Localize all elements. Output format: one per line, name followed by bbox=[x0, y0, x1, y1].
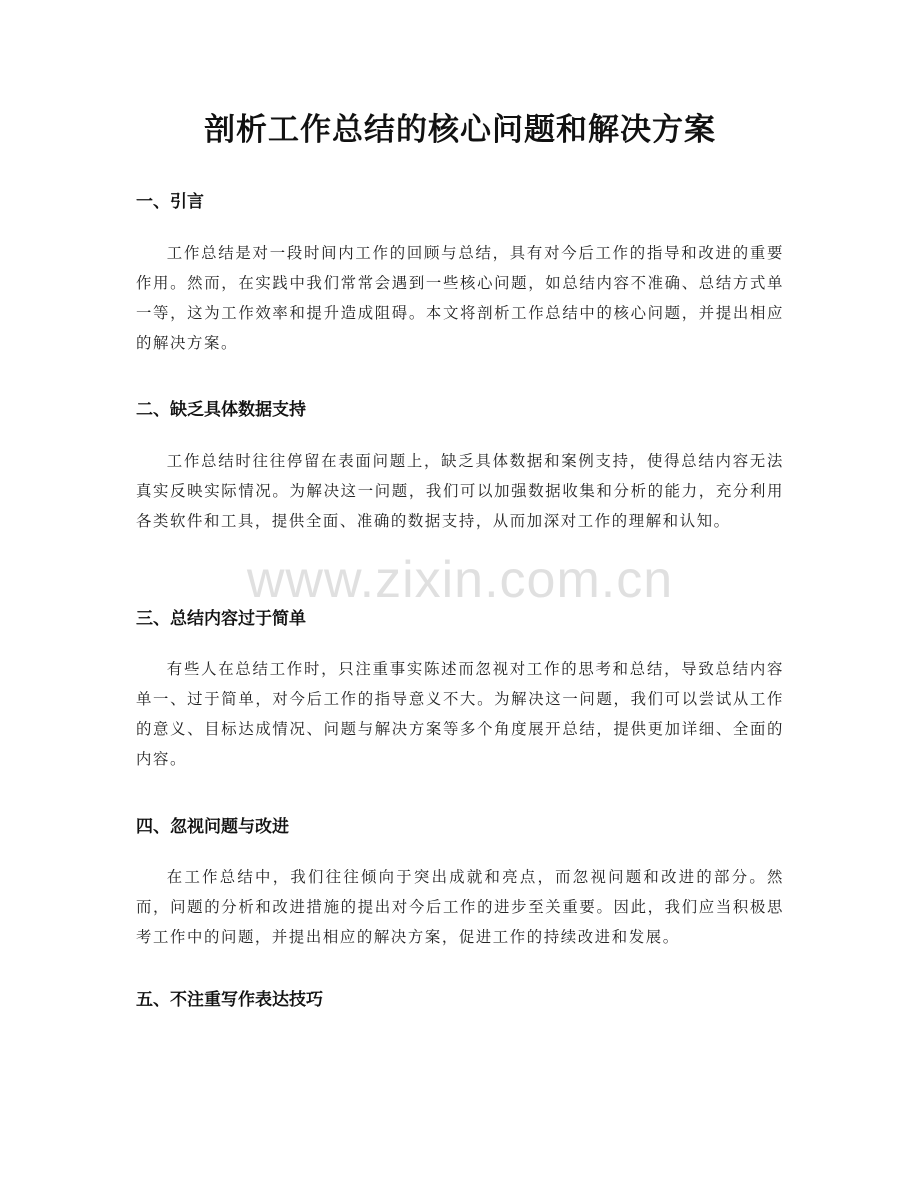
section-heading-intro: 一、引言 bbox=[136, 192, 204, 212]
section-heading-data-support: 二、缺乏具体数据支持 bbox=[136, 400, 306, 420]
section-paragraph-ignore-problems: 在工作总结中，我们往往倾向于突出成就和亮点，而忽视问题和改进的部分。然而，问题的分析和改进措施的提出对今后工作的进步至关重要。因此，我们应当积极思考工作中的问题，并提出相应的解决方案，促进工作的持续改进和发展。 bbox=[136, 868, 784, 946]
section-heading-too-simple: 三、总结内容过于简单 bbox=[136, 609, 306, 629]
section-heading-writing-skills: 五、不注重写作表达技巧 bbox=[136, 990, 323, 1010]
section-heading-ignore-problems: 四、忽视问题与改进 bbox=[136, 817, 289, 837]
document-title: 剖析工作总结的核心问题和解决方案 bbox=[204, 112, 716, 148]
watermark: www.zixin.com.cn bbox=[246, 551, 674, 609]
section-paragraph-data-support: 工作总结时往往停留在表面问题上，缺乏具体数据和案例支持，使得总结内容无法真实反映实际情况。为解决这一问题，我们可以加强数据收集和分析的能力，充分利用各类软件和工具，提供全面、准确的数据支持，从而加深对工作的理解和认知。 bbox=[136, 452, 784, 530]
section-paragraph-intro: 工作总结是对一段时间内工作的回顾与总结，具有对今后工作的指导和改进的重要作用。然而，在实践中我们常常会遇到一些核心问题，如总结内容不准确、总结方式单一等，这为工作效率和提升造成阻碍。本文将剖析工作总结中的核心问题，并提出相应的解决方案。 bbox=[136, 244, 784, 352]
section-paragraph-too-simple: 有些人在总结工作时，只注重事实陈述而忽视对工作的思考和总结，导致总结内容单一、过于简单，对今后工作的指导意义不大。为解决这一问题，我们可以尝试从工作的意义、目标达成情况、问题与解决方案等多个角度展开总结，提供更加详细、全面的内容。 bbox=[136, 660, 784, 768]
